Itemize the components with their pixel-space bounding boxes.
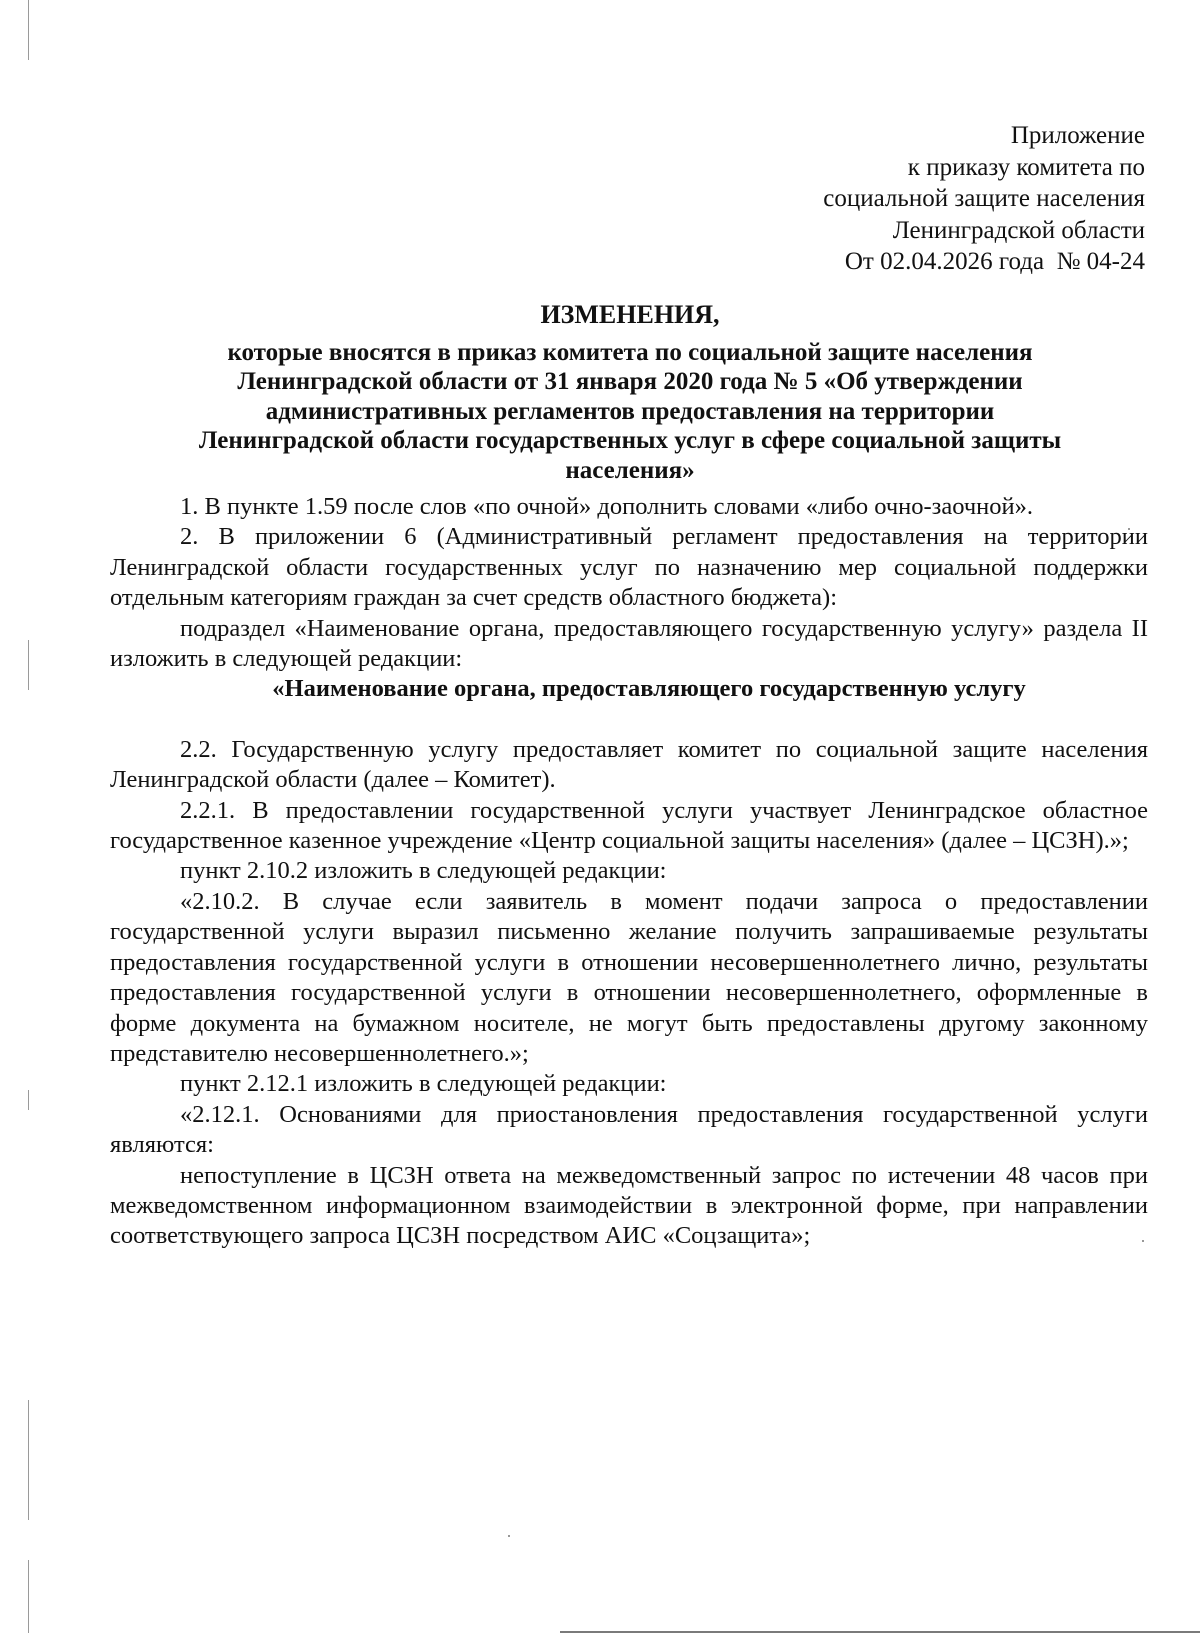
document-body	[110, 492, 1148, 1252]
scan-edge-line	[28, 1090, 29, 1110]
paragraph-item-1: 1. В пункте 1.59 после слов «по очной» дополнить словами «либо очно-заочной».	[180, 493, 1034, 520]
appendix-header	[823, 120, 1145, 278]
scan-edge-line	[28, 640, 29, 690]
subsection-heading: «Наименование органа, предоставляющего государственную услугу	[272, 675, 1026, 703]
paragraph-instruction: пункт 2.10.2 изложить в следующей редакции:	[180, 857, 667, 885]
title-heading: ИЗМЕНЕНИЯ,	[540, 300, 720, 329]
paragraph-subsection: подраздел «Наименование органа, предоставляющего государственную услугу» раздела II изложить в следующей редакции:	[110, 614, 1148, 673]
scan-edge-line	[28, 1560, 29, 1633]
appendix-line: Ленинградской области	[892, 216, 1145, 244]
paragraph-instruction: пункт 2.12.1 изложить в следующей редакции:	[180, 1070, 667, 1098]
paragraph-2-10-2: «2.10.2. В случае если заявитель в момент подачи запроса о предоставлении государственной услуги выразил письменно желание получить запрашиваемые результаты предоставления государственной услуги в отношении несовершеннолетнего лично, результаты предоставления государственной услуги в отношении несовершеннолетнего, оформленные в форме документа на бумажном носителе, не могут быть предоставлены другому законному представителю несовершеннолетнего.»;	[110, 887, 1148, 1067]
title-line: административных регламентов предоставления на территории	[265, 397, 995, 425]
paragraph-2-2-1: 2.2.1. В предоставлении государственной услуги участвует Ленинградское областное государственное казенное учреждение «Центр социальной защиты населения» (далее – ЦСЗН).»;	[110, 796, 1148, 855]
appendix-line: к приказу комитета по	[907, 153, 1145, 181]
paragraph-2-12-1: «2.12.1. Основаниями для приостановления предоставления государственной услуги являются:	[110, 1100, 1148, 1159]
appendix-order-number: От 02.04.2026 года № 04-24	[844, 248, 1145, 275]
title-line: Ленинградской области государственных услуг в сфере социальной защиты	[198, 427, 1062, 454]
scan-edge-line	[28, 1400, 29, 1520]
document-title	[110, 300, 1150, 485]
paragraph-item-2: 2. В приложении 6 (Административный регламент предоставления на территории Ленинградской области государственных услуг по назначению мер социальной поддержки отдельным категориям граждан за счет средств областного бюджета):	[110, 523, 1148, 612]
paragraph-2-2: 2.2. Государственную услугу предоставляет комитет по социальной защите населения Ленинградской области (далее – Комитет).	[110, 735, 1148, 794]
scan-speck	[508, 1535, 510, 1537]
title-line: населения»	[565, 456, 695, 484]
title-line: Ленинградской области от 31 января 2020 года № 5 «Об утверждении	[237, 368, 1023, 395]
scan-edge-line	[28, 0, 29, 60]
appendix-line: социальной защите населения	[823, 185, 1145, 212]
appendix-line: Приложение	[1010, 122, 1145, 149]
paragraph-suspension-ground: непоступление в ЦСЗН ответа на межведомственный запрос по истечении 48 часов при межведомственном информационном взаимодействии в электронной форме, при направлении соответствующего запроса ЦСЗН посредством АИС «Соцзащита»;	[110, 1161, 1148, 1250]
title-line: которые вносятся в приказ комитета по социальной защите населения	[227, 338, 1033, 366]
